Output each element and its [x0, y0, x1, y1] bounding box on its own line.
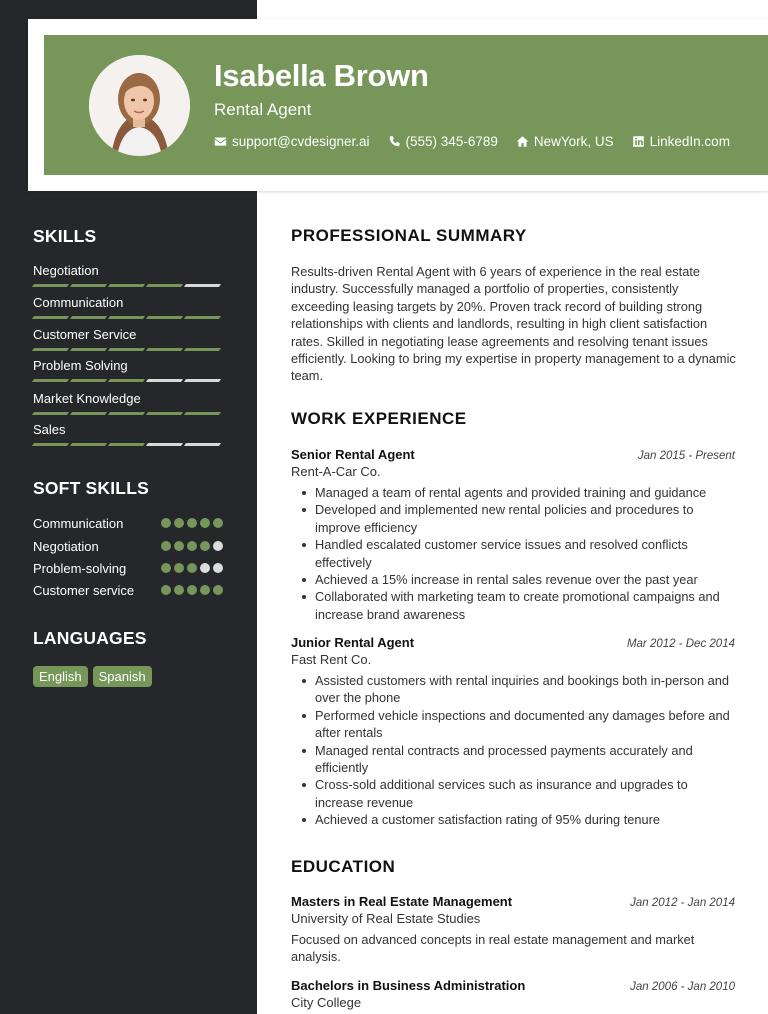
soft-skill-label: Customer service — [33, 582, 135, 598]
skill-level-segment — [146, 379, 183, 382]
rating-dot — [187, 563, 197, 573]
rating-dot — [174, 585, 184, 595]
list-item: Performed vehicle inspections and documented any damages before and after rentals — [291, 707, 735, 742]
skill-level-bar — [33, 379, 223, 382]
degree: Bachelors in Business Administration — [291, 978, 526, 993]
skill-label: Communication — [33, 295, 124, 310]
experience-heading: WORK EXPERIENCE — [291, 409, 467, 428]
education-entry — [291, 894, 735, 966]
soft-skill-label: Communication — [33, 515, 124, 531]
skill-level-segment — [32, 379, 69, 382]
soft-skill-item — [33, 515, 223, 531]
rating-dot — [200, 518, 210, 528]
skill-item — [33, 391, 223, 415]
rating-dot — [174, 518, 184, 528]
job-bullets — [291, 484, 735, 623]
skill-label: Market Knowledge — [33, 391, 141, 406]
rating-dot — [187, 541, 197, 551]
contact-phone-text: (555) 345-6789 — [405, 134, 498, 149]
contact-location-text: NewYork, US — [533, 134, 614, 149]
home-icon — [516, 135, 529, 148]
rating-dot — [187, 585, 197, 595]
skill-level-segment — [32, 316, 69, 319]
skill-level-segment — [184, 379, 221, 382]
rating-dot — [161, 518, 171, 528]
rating-dot — [200, 541, 210, 551]
skill-level-segment — [32, 348, 69, 351]
education-dates: Jan 2012 - Jan 2014 — [630, 897, 735, 909]
skill-item — [33, 422, 223, 446]
candidate-title: Rental Agent — [214, 100, 312, 119]
school: City College — [291, 995, 362, 1010]
candidate-name: Isabella Brown — [214, 58, 429, 93]
skill-item — [33, 358, 223, 382]
skill-level-bar — [33, 443, 223, 446]
skill-level-segment — [108, 412, 145, 415]
list-item: Developed and implemented new rental policies and procedures to improve efficiency — [291, 501, 735, 536]
rating-dot — [161, 563, 171, 573]
header-card — [28, 19, 768, 191]
skill-item — [33, 263, 223, 287]
summary-heading: PROFESSIONAL SUMMARY — [291, 226, 527, 245]
skill-level-bar — [33, 348, 223, 351]
skill-level-segment — [70, 412, 107, 415]
contact-location — [516, 134, 614, 149]
skill-level-segment — [108, 284, 145, 287]
skill-label: Sales — [33, 422, 66, 437]
rating-dot — [200, 585, 210, 595]
soft-skill-rating — [161, 585, 223, 595]
skill-level-segment — [146, 316, 183, 319]
list-item: Managed a team of rental agents and provided training and guidance — [291, 484, 735, 501]
soft-skill-rating — [161, 563, 223, 573]
languages-heading: LANGUAGES — [33, 628, 147, 648]
contact-email[interactable] — [214, 134, 370, 149]
rating-dot — [213, 563, 223, 573]
language-badge: English — [33, 666, 88, 687]
soft-skill-item — [33, 560, 223, 576]
list-item: Assisted customers with rental inquiries and bookings both in-person and over the phone — [291, 672, 735, 707]
skill-level-segment — [32, 443, 69, 446]
skill-level-segment — [146, 443, 183, 446]
job-entry — [291, 635, 735, 829]
summary-text: Results-driven Rental Agent with 6 years of experience in the real estate industry. Successfully managed a portfolio of properties, consistently exceeding leasing targets by 20%. Proven track record of building strong relationships with clients and landlords, resulting in high client satisfaction rates. Skilled in negotiating lease agreements and resolving tenant issues efficiently. Looking to bring my expertise in property management to a dynamic team. — [291, 264, 736, 384]
skill-level-segment — [70, 284, 107, 287]
header-banner — [44, 35, 768, 175]
skill-label: Customer Service — [33, 327, 137, 342]
skill-level-bar — [33, 412, 223, 415]
skill-level-segment — [184, 316, 221, 319]
skill-level-segment — [184, 443, 221, 446]
job-dates: Mar 2012 - Dec 2014 — [626, 638, 735, 650]
envelope-icon — [214, 135, 227, 148]
contact-row — [214, 134, 730, 149]
rating-dot — [174, 541, 184, 551]
rating-dot — [187, 518, 197, 528]
education-entry — [291, 978, 735, 1010]
contact-linkedin[interactable] — [632, 134, 730, 149]
language-badge: Spanish — [93, 666, 152, 687]
job-bullets — [291, 672, 735, 829]
school: University of Real Estate Studies — [291, 911, 481, 926]
skill-level-bar — [33, 284, 223, 287]
degree: Masters in Real Estate Management — [291, 894, 513, 909]
education-description: Focused on advanced concepts in real estate management and market analysis. — [291, 932, 695, 965]
skill-label: Problem Solving — [33, 358, 128, 373]
avatar — [89, 55, 190, 156]
soft-skill-rating — [161, 518, 223, 528]
skill-level-segment — [108, 316, 145, 319]
linkedin-icon — [632, 135, 645, 148]
soft-skill-label: Negotiation — [33, 538, 99, 554]
contact-phone[interactable] — [388, 134, 498, 149]
rating-dot — [161, 541, 171, 551]
skill-level-segment — [70, 443, 107, 446]
skill-level-segment — [146, 412, 183, 415]
list-item: Managed rental contracts and processed payments accurately and efficiently — [291, 742, 735, 777]
rating-dot — [213, 585, 223, 595]
job-company: Rent-A-Car Co. — [291, 464, 381, 479]
soft-skill-rating — [161, 541, 223, 551]
languages-list — [33, 666, 152, 687]
skill-level-segment — [70, 379, 107, 382]
job-company: Fast Rent Co. — [291, 652, 372, 667]
skill-label: Negotiation — [33, 263, 99, 278]
job-entry — [291, 447, 735, 623]
list-item: Collaborated with marketing team to create promotional campaigns and increase brand awareness — [291, 588, 735, 623]
skill-level-segment — [184, 348, 221, 351]
rating-dot — [161, 585, 171, 595]
skill-level-segment — [70, 348, 107, 351]
skill-item — [33, 327, 223, 351]
skill-level-segment — [108, 348, 145, 351]
soft-skill-item — [33, 582, 223, 598]
avatar-photo — [89, 55, 190, 156]
list-item: Achieved a 15% increase in rental sales revenue over the past year — [291, 571, 735, 588]
skill-item — [33, 295, 223, 319]
rating-dot — [200, 563, 210, 573]
list-item: Cross-sold additional services such as insurance and upgrades to increase revenue — [291, 776, 735, 811]
education-dates: Jan 2006 - Jan 2010 — [630, 981, 735, 993]
rating-dot — [213, 518, 223, 528]
soft-skill-item — [33, 538, 223, 554]
list-item: Achieved a customer satisfaction rating of 95% during tenure — [291, 811, 735, 828]
skill-level-segment — [108, 379, 145, 382]
skill-level-segment — [70, 316, 107, 319]
contact-linkedin-text: LinkedIn.com — [649, 134, 730, 149]
skill-level-bar — [33, 316, 223, 319]
skill-level-segment — [32, 284, 69, 287]
rating-dot — [213, 541, 223, 551]
skills-heading: SKILLS — [33, 226, 97, 246]
phone-icon — [388, 135, 401, 148]
contact-email-text: support@cvdesigner.ai — [232, 134, 370, 149]
skill-level-segment — [108, 443, 145, 446]
job-role: Senior Rental Agent — [291, 447, 415, 462]
skill-level-segment — [184, 412, 221, 415]
soft-skills-heading: SOFT SKILLS — [33, 478, 149, 498]
skill-level-segment — [184, 284, 221, 287]
skill-level-segment — [32, 412, 69, 415]
job-role: Junior Rental Agent — [291, 635, 415, 650]
list-item: Handled escalated customer service issues and resolved conflicts effectively — [291, 536, 735, 571]
skill-level-segment — [146, 348, 183, 351]
skill-level-segment — [146, 284, 183, 287]
job-dates: Jan 2015 - Present — [637, 450, 735, 462]
rating-dot — [174, 563, 184, 573]
soft-skill-label: Problem-solving — [33, 560, 127, 576]
education-heading: EDUCATION — [291, 857, 396, 876]
